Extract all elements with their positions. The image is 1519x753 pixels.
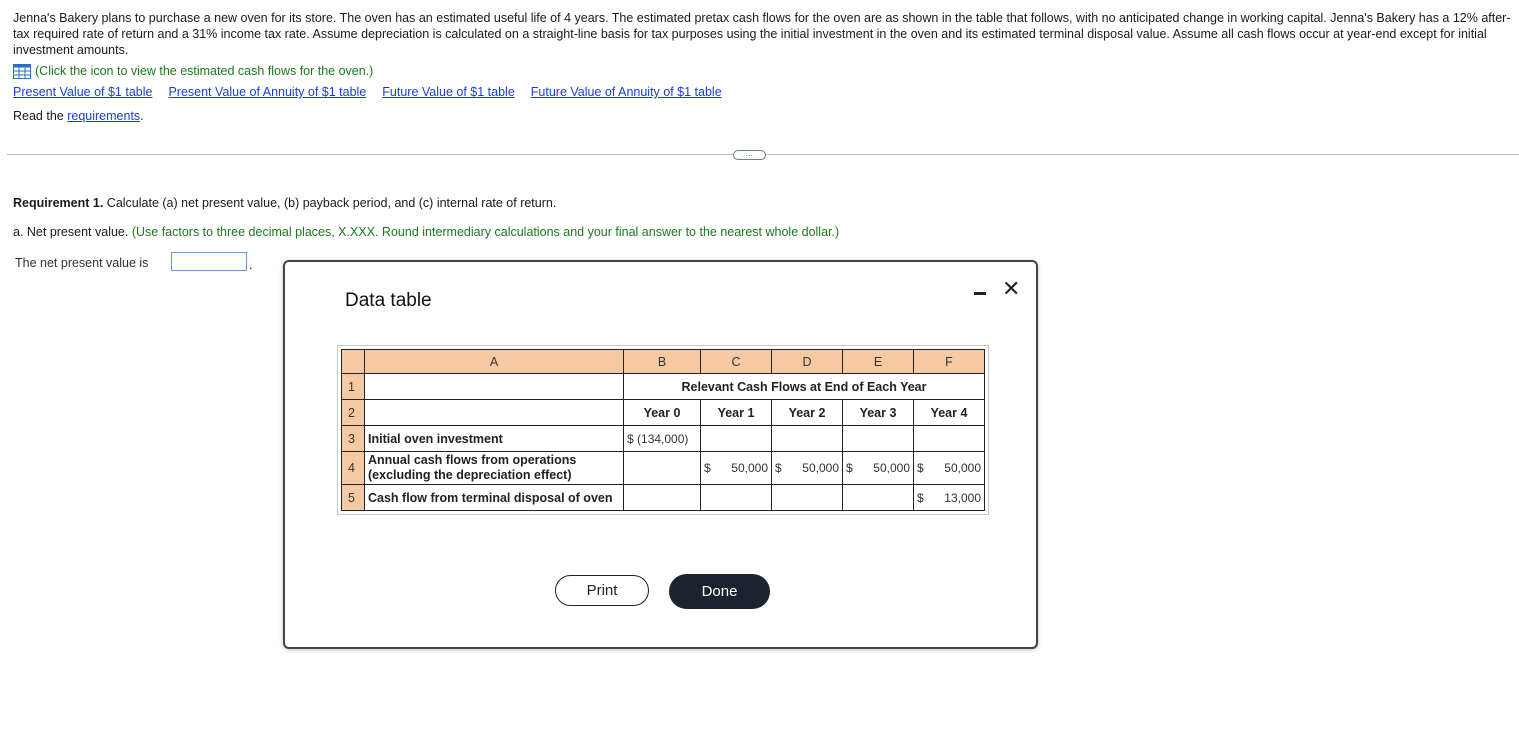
minimize-icon[interactable] — [973, 286, 987, 300]
read-prefix: Read the — [13, 109, 68, 123]
read-suffix: . — [140, 109, 144, 123]
currency-symbol: $ — [846, 460, 853, 475]
cash-flow-table — [341, 349, 985, 511]
currency-symbol: $ — [627, 431, 634, 446]
value-cell — [701, 452, 772, 485]
column-header: B — [624, 350, 701, 374]
table-cell — [914, 426, 985, 452]
row-label-line: (excluding the depreciation effect) — [368, 468, 572, 482]
value-cell — [914, 485, 985, 511]
table-row — [342, 452, 985, 485]
column-header: E — [843, 350, 914, 374]
cell-value: 50,000 — [944, 460, 981, 475]
table-cell — [701, 485, 772, 511]
column-header: F — [914, 350, 985, 374]
pv-1-table-link[interactable]: Present Value of $1 table — [13, 85, 153, 99]
row-number: 1 — [342, 374, 365, 400]
table-cell — [772, 485, 843, 511]
print-button[interactable]: Print — [555, 575, 649, 606]
requirements-link[interactable]: requirements — [67, 109, 141, 123]
table-row — [342, 426, 985, 452]
requirement-text: Calculate (a) net present value, (b) payback period, and (c) internal rate of return. — [103, 196, 557, 210]
year-header: Year 4 — [914, 400, 985, 426]
table-cell — [365, 400, 624, 426]
value-cell — [914, 452, 985, 485]
currency-symbol: $ — [704, 460, 711, 475]
table-row — [342, 400, 985, 426]
row-label: Initial oven investment — [365, 426, 624, 452]
column-header: D — [772, 350, 843, 374]
cell-value: (134,000) — [637, 431, 689, 446]
year-header: Year 1 — [701, 400, 772, 426]
cell-value: 13,000 — [944, 490, 981, 505]
cash-flow-header: Relevant Cash Flows at End of Each Year — [624, 374, 985, 400]
expand-button[interactable]: … — [733, 150, 766, 160]
row-label-line: Annual cash flows from operations — [368, 453, 577, 467]
cell-value: 50,000 — [873, 460, 910, 475]
column-header: A — [365, 350, 624, 374]
fv-annuity-table-link[interactable]: Future Value of Annuity of $1 table — [530, 85, 722, 99]
table-row — [342, 374, 985, 400]
fv-1-table-link[interactable]: Future Value of $1 table — [382, 85, 515, 99]
table-cell — [701, 426, 772, 452]
table-cell — [624, 485, 701, 511]
table-cell — [843, 426, 914, 452]
reference-links — [13, 85, 722, 99]
value-cell — [772, 452, 843, 485]
year-header: Year 0 — [624, 400, 701, 426]
part-a-label: a. Net present value. — [13, 225, 129, 239]
read-requirements — [13, 109, 144, 123]
table-cell — [772, 426, 843, 452]
currency-symbol: $ — [775, 460, 782, 475]
problem-statement: Jenna's Bakery plans to purchase a new oven for its store. The oven has an estimated useful life of 4 years. The estimated pretax cash flows for the oven are as shown in the table that follows, with no anticipated change in working capital. Jenna's Bakery has a 12% after-tax required rate of return and a 31% income tax rate. Assume depreciation is calculated on a straight-line basis for tax purposes using the initial investment in the oven and its estimated terminal disposal value. Assume all cash flows occur at year-end except for initial investment amounts. — [13, 11, 1511, 57]
cash-flow-icon-link[interactable] — [13, 63, 373, 79]
row-label — [365, 452, 624, 485]
year-header: Year 2 — [772, 400, 843, 426]
currency-symbol: $ — [917, 460, 924, 475]
close-icon[interactable]: ✕ — [1002, 276, 1021, 301]
row-number: 3 — [342, 426, 365, 452]
table-cell — [843, 485, 914, 511]
table-grid-icon[interactable] — [13, 64, 31, 79]
npv-label: The net present value is — [15, 256, 149, 270]
modal-title: Data table — [345, 290, 432, 311]
pv-annuity-table-link[interactable]: Present Value of Annuity of $1 table — [168, 85, 367, 99]
year-header: Year 3 — [843, 400, 914, 426]
part-a-guidance: (Use factors to three decimal places, X.XXX. Round intermediary calculations and your final answer to the nearest whole dollar.) — [128, 225, 840, 239]
table-cell — [365, 374, 624, 400]
row-number: 2 — [342, 400, 365, 426]
column-header: C — [701, 350, 772, 374]
cell-value: 50,000 — [731, 460, 768, 475]
part-a-instruction — [13, 225, 839, 239]
requirement-label: Requirement 1. — [13, 196, 104, 210]
npv-input[interactable] — [171, 252, 247, 271]
cell-value: 50,000 — [802, 460, 839, 475]
done-button[interactable]: Done — [669, 574, 770, 609]
corner-cell — [342, 350, 365, 374]
row-number: 4 — [342, 452, 365, 485]
icon-link-text[interactable]: (Click the icon to view the estimated cash flows for the oven.) — [35, 64, 374, 78]
row-number: 5 — [342, 485, 365, 511]
currency-symbol: $ — [917, 490, 924, 505]
table-row — [342, 485, 985, 511]
value-cell — [843, 452, 914, 485]
data-table-modal — [283, 260, 1038, 649]
requirement-1 — [13, 196, 556, 210]
column-header-row — [342, 350, 985, 374]
npv-suffix: . — [249, 258, 253, 272]
table-cell — [624, 452, 701, 485]
value-cell — [624, 426, 701, 452]
row-label: Cash flow from terminal disposal of oven — [365, 485, 624, 511]
